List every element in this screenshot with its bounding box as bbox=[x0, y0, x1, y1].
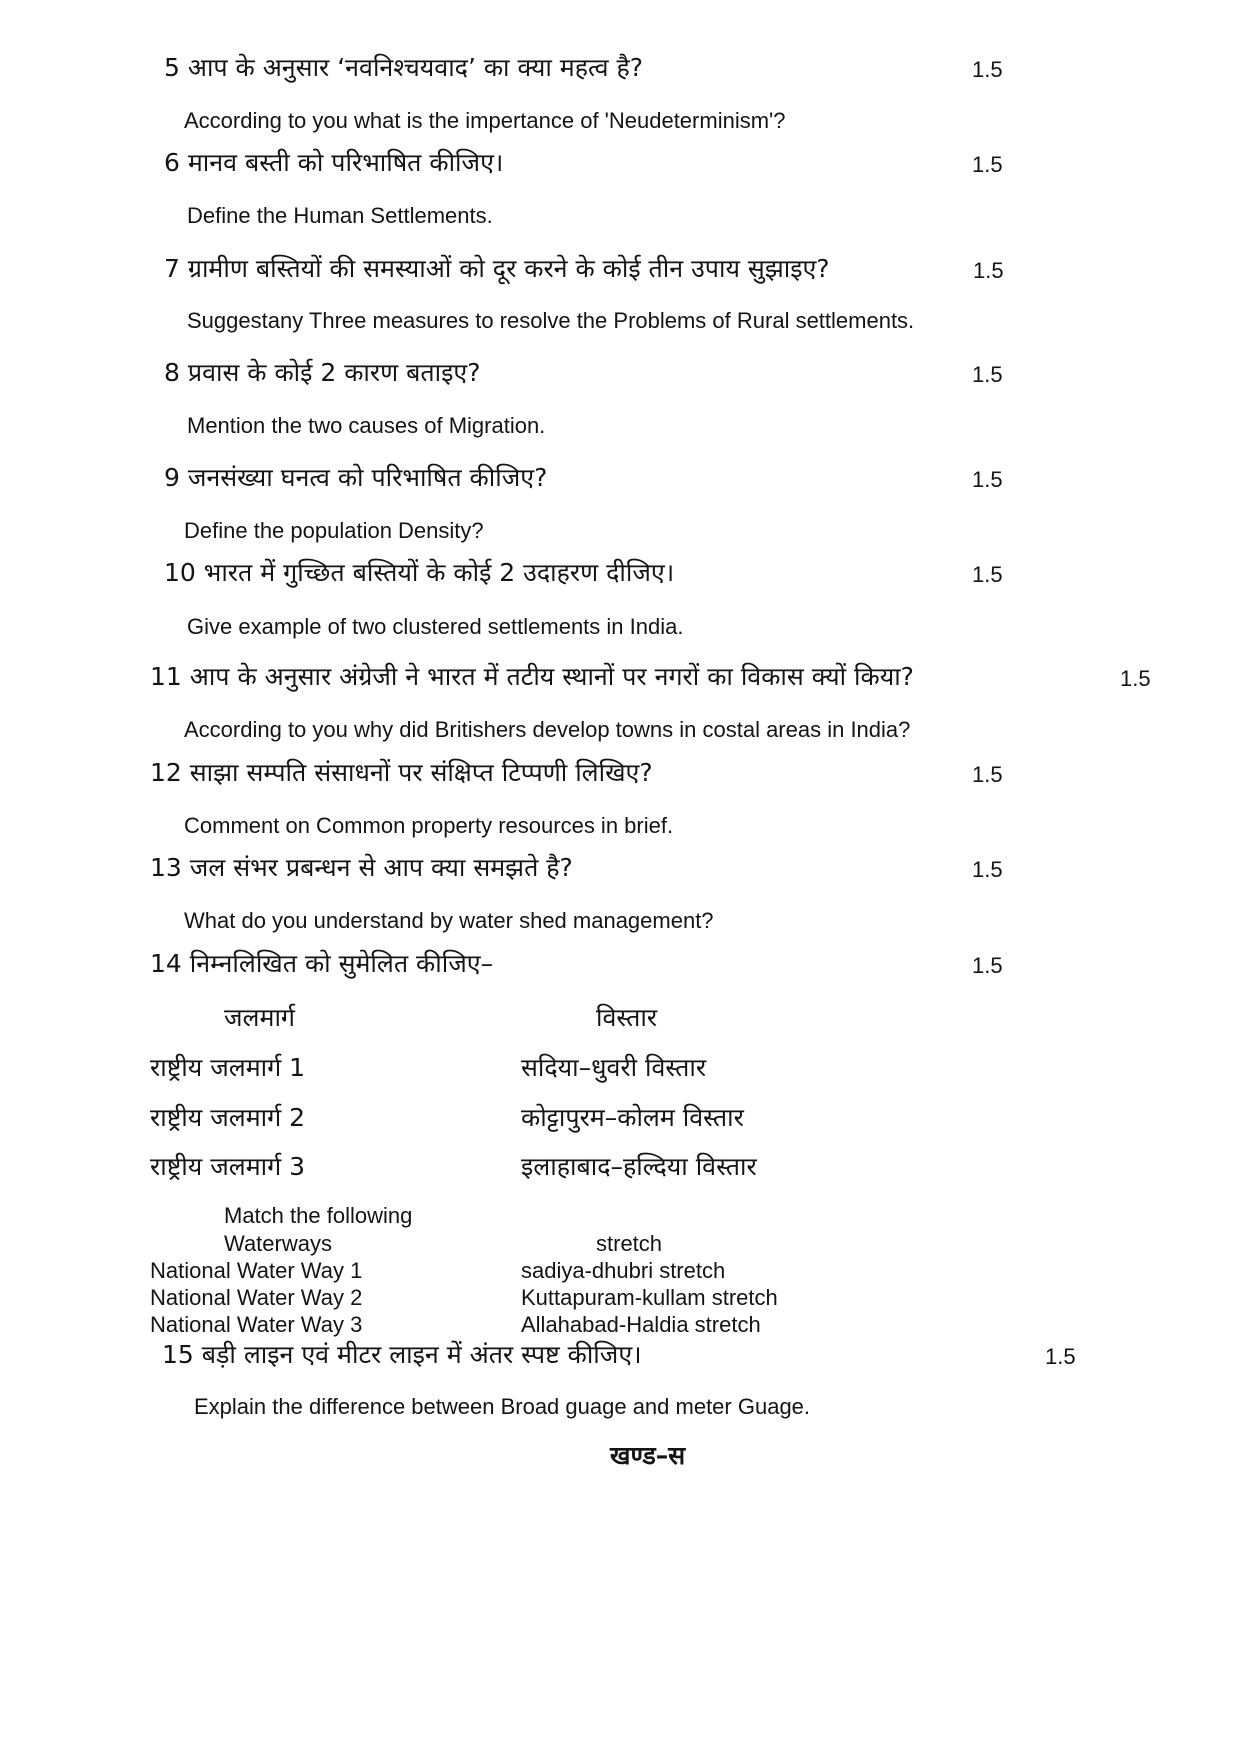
question-15-english: Explain the difference between Broad guage and meter Guage. bbox=[194, 1394, 811, 1419]
question-6-hindi: 6 मानव बस्ती को परिभाषित कीजिए। bbox=[164, 148, 504, 177]
match-hindi-col2-header: विस्तार bbox=[596, 1003, 658, 1032]
question-10-marks: 1.5 bbox=[972, 562, 1003, 587]
question-14-marks: 1.5 bbox=[972, 953, 1003, 978]
question-9-marks: 1.5 bbox=[972, 467, 1003, 492]
match-english-row-3-left: National Water Way 3 bbox=[150, 1312, 363, 1337]
question-13-marks: 1.5 bbox=[972, 857, 1003, 882]
match-english-row-1-left: National Water Way 1 bbox=[150, 1258, 363, 1283]
question-10-english: Give example of two clustered settlements in India. bbox=[187, 614, 684, 639]
match-english-row-3-right: Allahabad-Haldia stretch bbox=[521, 1312, 761, 1337]
question-14-hindi: 14 निम्नलिखित को सुमेलित कीजिए– bbox=[150, 949, 494, 978]
match-hindi-row-2-right: कोट्टापुरम–कोलम विस्तार bbox=[521, 1103, 744, 1132]
match-english-col1-header: Waterways bbox=[224, 1231, 332, 1256]
match-hindi-row-3-right: इलाहाबाद–हल्दिया विस्तार bbox=[521, 1152, 757, 1181]
section-heading: खण्ड–स bbox=[610, 1441, 686, 1470]
match-english-title: Match the following bbox=[224, 1203, 413, 1228]
question-8-marks: 1.5 bbox=[972, 362, 1003, 387]
match-hindi-col1-header: जलमार्ग bbox=[224, 1003, 296, 1032]
question-7-english: Suggestany Three measures to resolve the Problems of Rural settlements. bbox=[187, 308, 915, 333]
question-6-marks: 1.5 bbox=[972, 152, 1003, 177]
question-13-hindi: 13 जल संभर प्रबन्धन से आप क्या समझते है? bbox=[150, 853, 573, 882]
question-6-english: Define the Human Settlements. bbox=[187, 203, 493, 228]
match-english-col2-header: stretch bbox=[596, 1231, 663, 1256]
match-english-row-1-right: sadiya-dhubri stretch bbox=[521, 1258, 726, 1283]
question-8-hindi: 8 प्रवास के कोई 2 कारण बताइए? bbox=[164, 358, 481, 387]
question-5-hindi: 5 आप के अनुसार ‘नवनिश्चयवाद’ का क्या महत्व है? bbox=[164, 53, 643, 82]
match-hindi-row-3-left: राष्ट्रीय जलमार्ग 3 bbox=[150, 1152, 306, 1181]
question-7-marks: 1.5 bbox=[973, 258, 1004, 283]
match-english-row-2-left: National Water Way 2 bbox=[150, 1285, 363, 1310]
question-11-english: According to you why did Britishers develop towns in costal areas in India? bbox=[184, 717, 911, 742]
question-12-hindi: 12 साझा सम्पति संसाधनों पर संक्षिप्त टिप्पणी लिखिए? bbox=[150, 758, 653, 787]
question-9-english: Define the population Density? bbox=[184, 518, 484, 543]
question-11-marks: 1.5 bbox=[1120, 666, 1151, 691]
question-11-hindi: 11 आप के अनुसार अंग्रेजी ने भारत में तटीय स्थानों पर नगरों का विकास क्यों किया? bbox=[150, 662, 914, 691]
question-9-hindi: 9 जनसंख्या घनत्व को परिभाषित कीजिए? bbox=[164, 463, 548, 492]
question-8-english: Mention the two causes of Migration. bbox=[187, 413, 546, 438]
question-5-marks: 1.5 bbox=[972, 57, 1003, 82]
match-hindi-row-1-right: सदिया–धुवरी विस्तार bbox=[521, 1053, 707, 1082]
question-12-marks: 1.5 bbox=[972, 762, 1003, 787]
question-7-hindi: 7 ग्रामीण बस्तियों की समस्याओं को दूर करने के कोई तीन उपाय सुझाइए? bbox=[164, 254, 830, 283]
question-15-hindi: 15 बड़ी लाइन एवं मीटर लाइन में अंतर स्पष्ट कीजिए। bbox=[162, 1340, 642, 1369]
match-english-row-2-right: Kuttapuram-kullam stretch bbox=[521, 1285, 778, 1310]
question-12-english: Comment on Common property resources in brief. bbox=[184, 813, 674, 838]
question-13-english: What do you understand by water shed management? bbox=[184, 908, 714, 933]
question-10-hindi: 10 भारत में गुच्छित बस्तियों के कोई 2 उदाहरण दीजिए। bbox=[164, 558, 675, 587]
match-hindi-row-1-left: राष्ट्रीय जलमार्ग 1 bbox=[150, 1053, 306, 1082]
question-15-marks: 1.5 bbox=[1045, 1344, 1076, 1369]
question-5-english: According to you what is the impertance of 'Neudeterminism'? bbox=[184, 108, 786, 133]
match-hindi-row-2-left: राष्ट्रीय जलमार्ग 2 bbox=[150, 1103, 306, 1132]
